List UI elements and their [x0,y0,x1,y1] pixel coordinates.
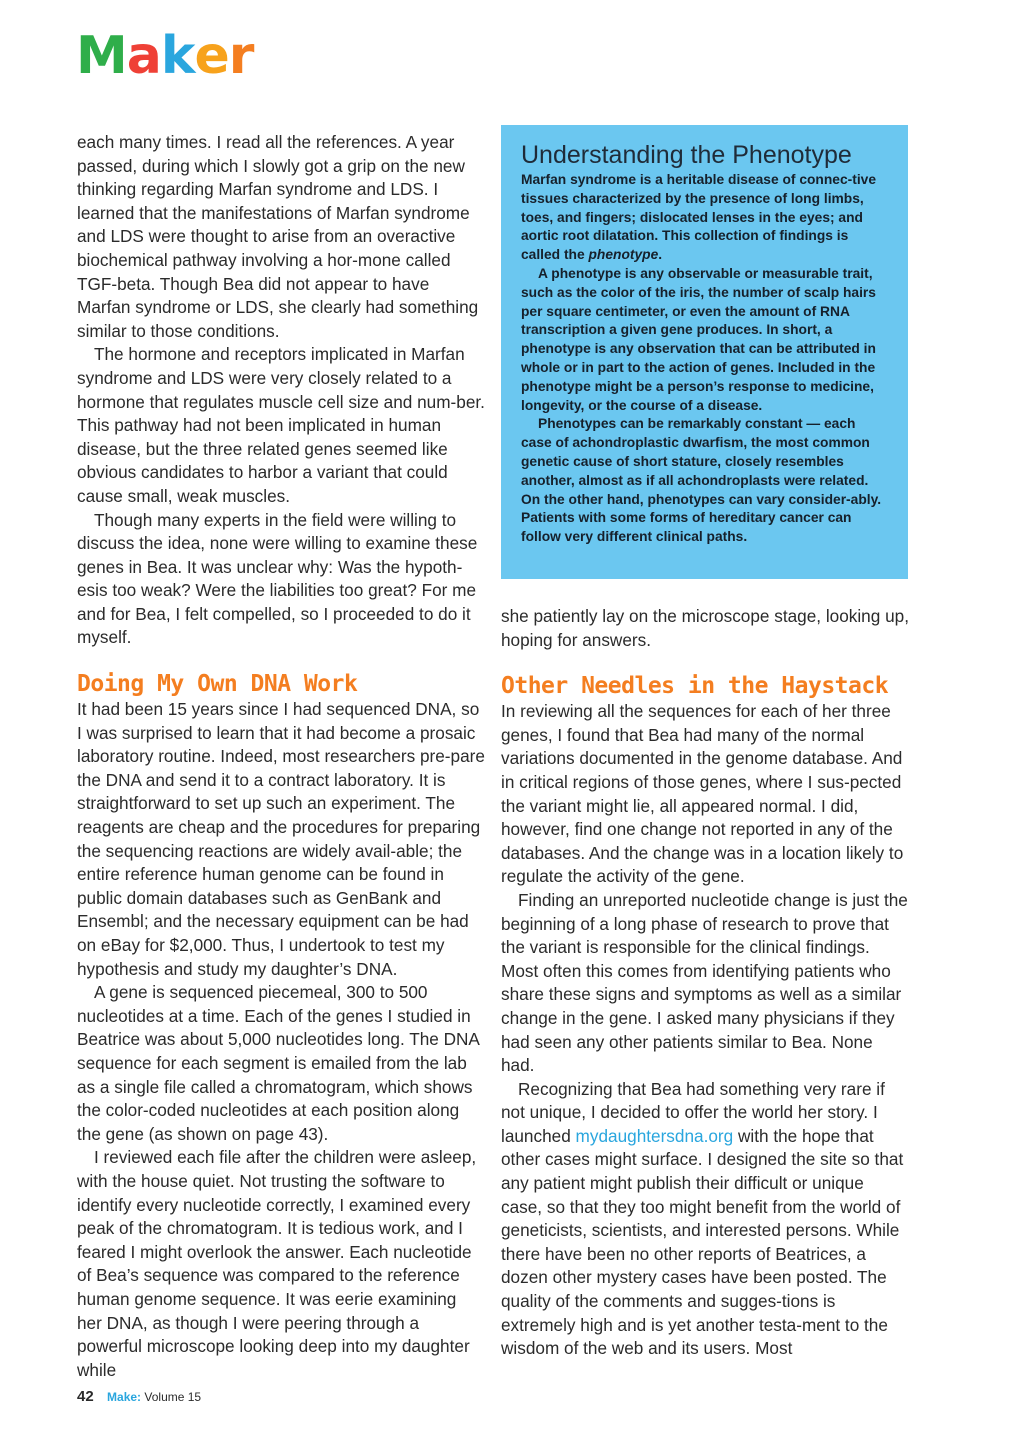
phenotype-term: phenotype [588,247,659,263]
body-paragraph: The hormone and receptors implicated in Marfan syndrome and LDS were very closely related to a hormone that regulates muscle cell size and num-ber. This pathway had not been implicated in human disease, but the three related genes seemed like obvious candidates to harbor a variant that could cause small, weak muscles. [77,344,485,506]
body-paragraph: I reviewed each file after the children were asleep, with the house quiet. Not trusting the software to identify every nucleotide correctly, I examined every peak of the chromatogram. It is tedious work, and I feared I might overlook the answer. Each nucleotide of Bea’s sequence was compared to the reference human genome sequence. It was eerie examining her DNA, as though I were peering through a powerful microscope looking deep into my daughter while [77,1147,477,1380]
logo-letter: e [194,26,229,86]
sidebar-paragraph: Phenotypes can be remarkably constant — each case of achondroplastic dwarfism, the most common genetic cause of short stature, closely resembles another, almost as if all achondroplasts were related. On the other hand, phenotypes can vary consider-ably. Patients with some forms of hereditary cancer can follow very different clinical paths. [521,416,882,545]
phenotype-sidebar [501,125,908,579]
magazine-brand: Make: [107,1390,142,1404]
section-heading: Other Needles in the Haystack [501,673,889,700]
sidebar-paragraph: A phenotype is any observable or measurable trait, such as the color of the iris, the number of scalp hairs per square centimeter, or even the amount of RNA transcription a given gene produces. In short, a phenotype is any observation that can be attributed in whole or in part to the action of genes. Included in the phenotype might be a person’s response to medicine, longevity, or the course of a disease. [521,265,876,413]
right-column [501,605,909,1361]
mydaughtersdna-link[interactable]: mydaughtersdna.org [575,1125,734,1146]
logo-letter: r [228,26,254,86]
sidebar-text: . [658,247,663,263]
body-paragraph: each many times. I read all the references. A year passed, during which I slowly got a grip on the new thinking regarding Marfan syndrome and LDS. I learned that the manifestations of Marfan syndrome and LDS were thought to arise from an overactive biochemical pathway involving a hor-mone called TGF-beta. Though Bea did not appear to have Marfan syndrome or LDS, she clearly had something similar to those conditions. [77,132,479,341]
section-heading: Doing My Own DNA Work [77,671,358,698]
logo-letter: a [126,26,161,86]
logo-letter: k [160,26,195,86]
maker-logo [76,26,254,86]
body-paragraph: Finding an unreported nucleotide change is just the beginning of a long phase of research to prove that the variant is responsible for the clinical findings. Most often this comes from identifying patients who share these signs and symptoms as well as a similar change in the gene. I asked many physicians if they had seen any other patients similar to Bea. None had. [501,889,908,1076]
sidebar-text: Marfan syndrome is a heritable disease of connec-tive tissues characterized by the presence of long limbs, toes, and fingers; dislocated lenses in the eyes; and aortic root dilatation. This collection of findings is called the [521,172,877,263]
sidebar-title: Understanding the Phenotype [521,141,852,169]
body-text: with the hope that other cases might surface. I designed the site so that any patient might publish their difficult or unique case, so that they too might benefit from the world of geneticists, scientists, and interested persons. While there have been no other reports of Beatrices, a dozen other mystery cases have been posted. The quality of the comments and sugges-tions is extremely high and is yet another testa-ment to the wisdom of the web and its users. Most [501,1125,904,1359]
left-column [77,131,485,1382]
page-footer [77,1388,201,1405]
body-text: Recognizing that Bea had something very rare if not unique, I decided to offer the world her story. I launched [501,1078,885,1146]
body-paragraph: It had been 15 years since I had sequenced DNA, so I was surprised to learn that it had become a prosaic laboratory routine. Indeed, most researchers pre-pare the DNA and send it to a contract laboratory. It is straightforward to set up such an experiment. The reagents are cheap and the procedures for preparing the sequencing reactions are widely avail-able; the entire reference human genome can be found in public domain databases such as GenBank and Ensembl; and the necessary equipment can be had on eBay for $2,000. Thus, I undertook to test my hypothesis and study my daughter’s DNA. [77,699,485,979]
body-paragraph: Though many experts in the field were willing to discuss the idea, none were willing to examine these genes in Bea. It was unclear why: Was the hypoth-esis too weak? Were the liabilities too great? For me and for Bea, I felt compelled, so I proceeded to do it myself. [77,509,478,648]
body-paragraph: she patiently lay on the microscope stage, looking up, hoping for answers. [501,606,909,650]
body-paragraph: A gene is sequenced piecemeal, 300 to 500 nucleotides at a time. Each of the genes I studied in Beatrice was about 5,000 nucleotides long. The DNA sequence for each segment is emailed from the lab as a single file called a chromatogram, which shows the color-coded nucleotides at each position along the gene (as shown on page 43). [77,982,479,1144]
sidebar-paragraph [521,171,888,265]
volume-label: Volume 15 [144,1390,202,1404]
body-paragraph: In reviewing all the sequences for each of her three genes, I found that Bea had many of the normal variations documented in the genome database. And in critical regions of those genes, where I sus-pected the variant might lie, all appeared normal. I did, however, find one change not reported in any of the databases. And the change was in a location likely to regulate the activity of the gene. [501,701,904,887]
logo-letter: M [76,26,127,86]
body-paragraph [501,1078,909,1361]
page-number: 42 [77,1388,94,1405]
